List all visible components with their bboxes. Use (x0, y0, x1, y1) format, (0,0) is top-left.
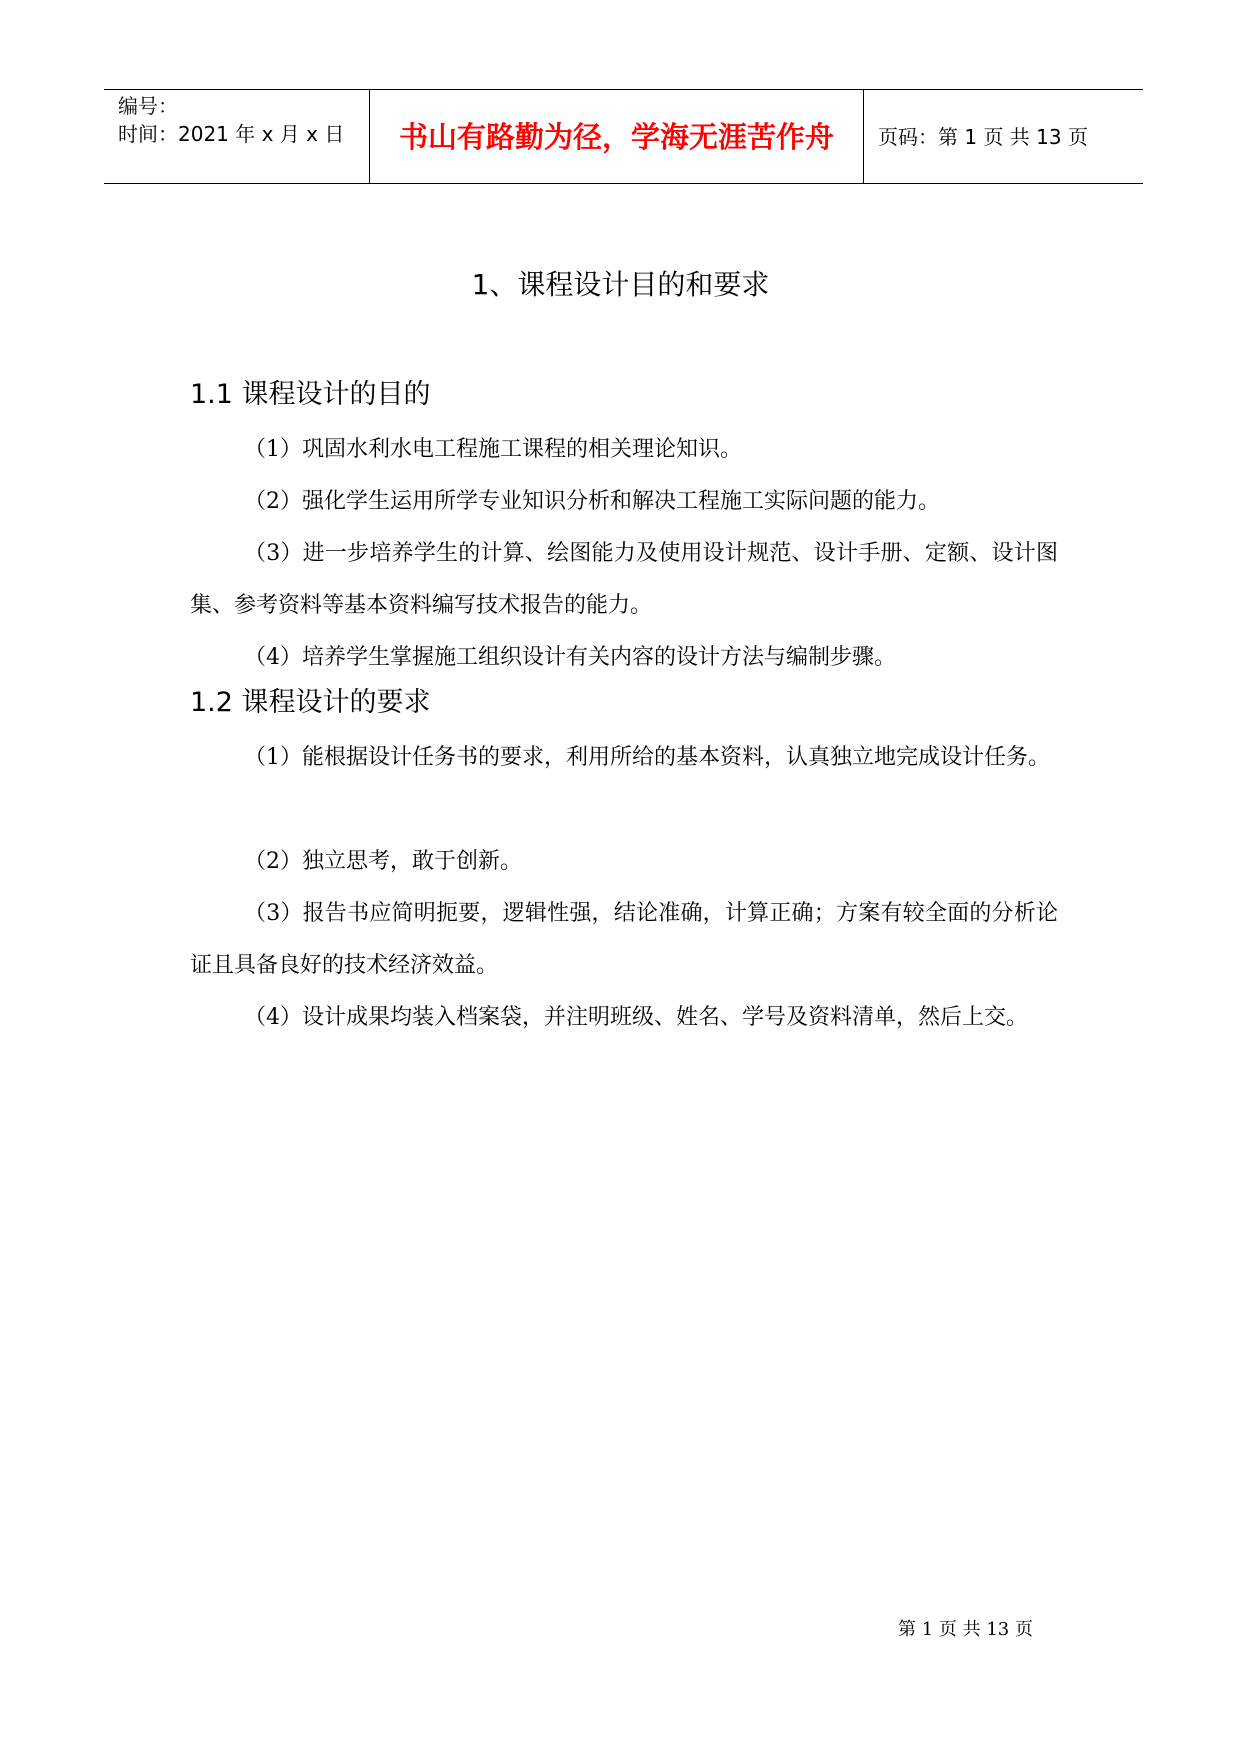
footer-page-number: 第 1 页 共 13 页 (898, 1619, 1033, 1640)
header-motto-cell (370, 90, 864, 183)
header-page-info: 页码：第 1 页 共 13 页 (878, 125, 1088, 149)
paragraph: （1）巩固水利水电工程施工课程的相关理论知识。 (244, 437, 742, 462)
section-heading-requirements: 1.2 课程设计的要求 (190, 687, 431, 718)
paragraph: （2）强化学生运用所学专业知识分析和解决工程施工实际问题的能力。 (244, 489, 940, 514)
serial-number-label: 编号： (118, 94, 178, 118)
header-left-cell (104, 90, 370, 183)
paragraph: （2）独立思考，敢于创新。 (244, 849, 522, 874)
header-right-cell (864, 90, 1143, 183)
section-heading-purpose: 1.1 课程设计的目的 (190, 379, 431, 410)
date-label: 时间：2021 年 x 月 x 日 (118, 122, 345, 146)
paragraph: （3）报告书应简明扼要，逻辑性强，结论准确，计算正确；方案有较全面的分析论证且具备良好的技术经济效益。 (190, 901, 1058, 978)
paragraph: （1）能根据设计任务书的要求，利用所给的基本资料，认真独立地完成设计任务。 (244, 745, 1050, 770)
document-title: 1、课程设计目的和要求 (471, 268, 770, 301)
motto-text: 书山有路勤为径，学海无涯苦作舟 (398, 120, 834, 154)
paragraph: （3）进一步培养学生的计算、绘图能力及使用设计规范、设计手册、定额、设计图集、参考资料等基本资料编写技术报告的能力。 (190, 541, 1058, 618)
paragraph: （4）培养学生掌握施工组织设计有关内容的设计方法与编制步骤。 (244, 645, 896, 670)
header-table (104, 89, 1143, 184)
paragraph: （4）设计成果均装入档案袋，并注明班级、姓名、学号及资料清单，然后上交。 (244, 1005, 1028, 1030)
